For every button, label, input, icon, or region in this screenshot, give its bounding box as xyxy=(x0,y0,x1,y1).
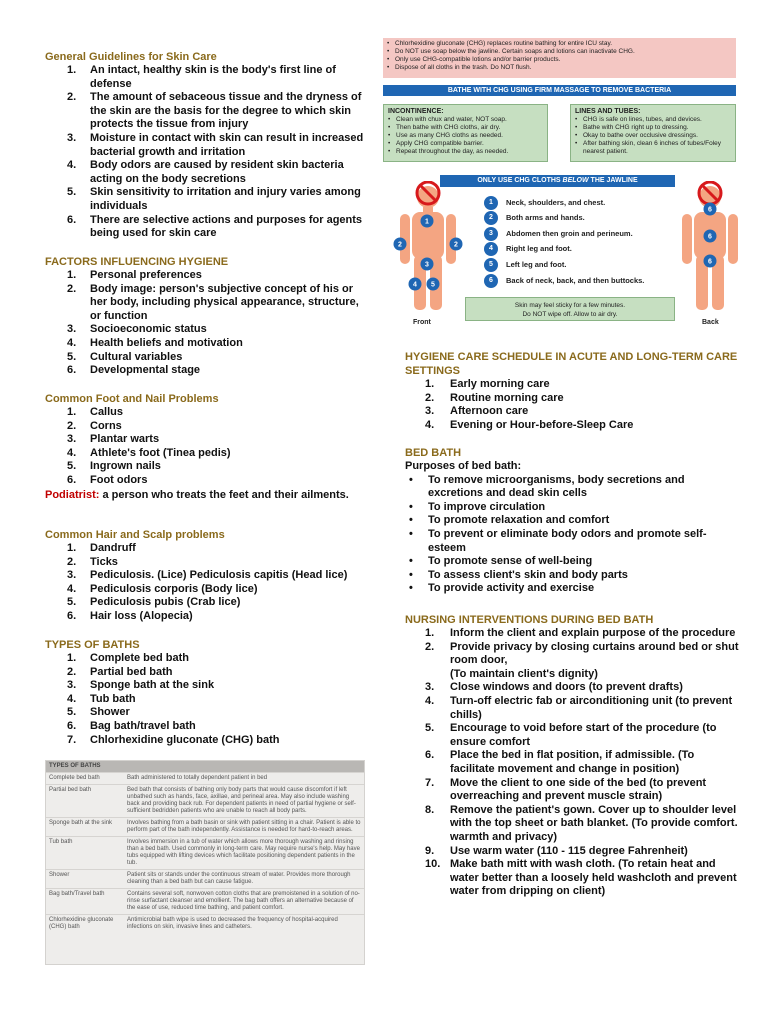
list-item-text: Ingrown nails xyxy=(90,460,161,473)
svg-text:6: 6 xyxy=(708,233,712,241)
guideline-item: • Okay to bathe over occlusive dressings. xyxy=(575,132,731,140)
list-number: 3. xyxy=(67,131,77,144)
table-title: TYPES OF BATHS xyxy=(46,761,364,772)
list-number: 5. xyxy=(67,186,77,199)
list-number: 1. xyxy=(67,64,77,76)
schedule-item xyxy=(405,392,740,406)
hair-problem-item xyxy=(45,569,365,583)
list-item-text: Callus xyxy=(90,406,124,418)
list-number: 3. xyxy=(67,679,77,692)
list-item-text: Turn-off electric fab or airconditioning unit (to prevent chills) xyxy=(450,694,733,721)
table-row xyxy=(46,869,364,888)
types-of-baths-table xyxy=(45,760,365,965)
step-number: 6 xyxy=(484,274,498,288)
bed-bath-purpose-item xyxy=(405,501,740,515)
skin-care-item xyxy=(45,91,365,132)
bath-type-item xyxy=(45,652,365,666)
foot-heading: Common Foot and Nail Problems xyxy=(45,393,219,405)
list-item-text: Health beliefs and motivation xyxy=(90,336,243,349)
svg-text:4: 4 xyxy=(413,281,417,289)
list-number: 8. xyxy=(425,803,435,816)
bath-description-cell: Patient sits or stands under the continuous stream of water. Provides more thorough cleaning than a bed bath but can cause fatigue. xyxy=(127,872,351,885)
svg-text:6: 6 xyxy=(708,206,712,214)
bath-type-cell: Sponge bath at the sink xyxy=(49,820,113,826)
bath-type-item xyxy=(45,734,365,748)
list-number: 4. xyxy=(67,159,77,172)
lines-tubes-box xyxy=(570,104,736,162)
list-item-text: Routine morning care xyxy=(450,391,564,404)
step-number: 2 xyxy=(484,211,498,225)
lines-tubes-title: LINES AND TUBES: xyxy=(575,108,641,115)
svg-text:5: 5 xyxy=(431,281,435,289)
step-text: Abdomen then groin and perineum. xyxy=(506,229,633,238)
bullet-marker: • xyxy=(409,514,413,527)
bed-bath-purpose-item xyxy=(405,569,740,583)
skin-care-item xyxy=(45,186,365,213)
list-item-text: Socioeconomic status xyxy=(90,323,207,336)
step-3 xyxy=(484,227,633,241)
list-number: 6. xyxy=(67,609,77,622)
bed-bath-section xyxy=(405,446,740,596)
list-number: 3. xyxy=(67,433,77,446)
list-number: 1. xyxy=(67,652,77,664)
chg-bathing-figure xyxy=(380,38,740,338)
bed-bath-heading: BED BATH xyxy=(405,447,462,459)
list-number: 5. xyxy=(425,722,435,735)
list-number: 4. xyxy=(425,418,435,431)
bath-type-cell: Tub bath xyxy=(49,839,73,845)
intervention-item xyxy=(405,858,740,899)
list-item-text: Foot odors xyxy=(90,473,148,486)
bath-type-item xyxy=(45,720,365,734)
list-number: 5. xyxy=(67,460,77,473)
front-label: Front xyxy=(413,319,431,326)
skin-note-line: Do NOT wipe off. Allow to air dry. xyxy=(522,311,618,318)
bath-description-cell: Involves bathing from a bath basin or sink with patient sitting in a chair. Patient is able to perform part of the bath independently. Assistance is needed for hard-to-reach areas. xyxy=(127,820,361,833)
bath-description-cell: Antimicrobial bath wipe is used to decreased the frequency of hospital-acquired infections on skin, invasive lines and catheters. xyxy=(127,917,338,930)
hair-problem-item xyxy=(45,610,365,624)
hair-heading: Common Hair and Scalp problems xyxy=(45,529,225,541)
list-item-text: Evening or Hour-before-Sleep Care xyxy=(450,418,634,431)
list-number: 6. xyxy=(67,473,77,486)
guideline-item: • Bathe with CHG right up to dressing. xyxy=(575,124,731,132)
schedule-item xyxy=(405,405,740,419)
factors-section xyxy=(45,255,365,378)
bed-bath-purpose-item xyxy=(405,555,740,569)
bath-description-cell: Contains several soft, nonwoven cotton cloths that are premoistened in a solution of no-rinse surfactant cleanser and emollient. The bag bath offers an alternative because of the ease of use, reduced time bathing, and patient comfort. xyxy=(127,891,360,911)
list-number: 2. xyxy=(67,665,77,678)
step-5 xyxy=(484,258,566,272)
baths-section xyxy=(45,638,365,747)
skin-care-item xyxy=(45,132,365,159)
list-item-text: To remove microorganisms, body secretions and excretions and dead skin cells xyxy=(428,473,685,500)
skin-care-heading: General Guidelines for Skin Care xyxy=(45,51,217,63)
bed-bath-purpose-item xyxy=(405,474,740,501)
list-item-text: Dandruff xyxy=(90,542,136,554)
warning-item: • Only use CHG-compatible lotions and/or barrier products. xyxy=(387,56,732,64)
list-item-text: To prevent or eliminate body odors and promote self-esteem xyxy=(428,527,707,554)
foot-section xyxy=(45,392,365,502)
hair-problem-item xyxy=(45,596,365,610)
bath-type-item xyxy=(45,706,365,720)
factor-item xyxy=(45,364,365,378)
bullet-marker: • xyxy=(409,555,413,568)
bath-type-cell: Bag bath/Travel bath xyxy=(49,891,105,897)
warning-item: • Chlorhexidine gluconate (CHG) replaces routine bathing for entire ICU stay. xyxy=(387,40,732,48)
bath-type-cell: Partial bed bath xyxy=(49,787,92,793)
back-body-figure xyxy=(670,181,740,326)
table-row xyxy=(46,817,364,836)
bath-type-cell: Shower xyxy=(49,872,70,878)
bath-type-cell: Chlorhexidine gluconate (CHG) bath xyxy=(49,917,114,930)
hair-problem-item xyxy=(45,556,365,570)
svg-text:2: 2 xyxy=(454,241,458,249)
svg-text:3: 3 xyxy=(425,261,429,269)
list-item-text: Encourage to void before start of the procedure (to ensure comfort xyxy=(450,722,717,748)
step-1 xyxy=(484,196,605,210)
bed-bath-purpose-item xyxy=(405,582,740,596)
podiatrist-label: Podiatrist: xyxy=(45,488,100,501)
incontinence-title: INCONTINENCE: xyxy=(388,108,444,115)
list-number: 4. xyxy=(425,694,435,707)
step-text: Back of neck, back, and then buttocks. xyxy=(506,276,645,285)
step-text: Neck, shoulders, and chest. xyxy=(506,198,606,207)
svg-text:1: 1 xyxy=(425,218,429,226)
list-number: 9. xyxy=(425,844,435,857)
list-item-text: Pediculosis pubis (Crab lice) xyxy=(90,596,241,609)
list-number: 3. xyxy=(67,323,77,336)
guideline-item: • CHG is safe on lines, tubes, and devices. xyxy=(575,116,731,124)
list-number: 3. xyxy=(425,681,435,694)
list-number: 4. xyxy=(67,692,77,705)
bath-type-item xyxy=(45,666,365,680)
list-number: 1. xyxy=(425,378,435,390)
table-row xyxy=(46,914,364,933)
foot-problem-item xyxy=(45,433,365,447)
intervention-item xyxy=(405,695,740,722)
list-number: 2. xyxy=(67,419,77,432)
svg-text:2: 2 xyxy=(398,241,402,249)
list-number: 5. xyxy=(67,350,77,363)
step-2 xyxy=(484,211,585,225)
bullet-marker: • xyxy=(409,568,413,581)
list-item-text: Moisture in contact with skin can result in increased bacterial growth and irritation xyxy=(90,131,364,158)
bullet-marker: • xyxy=(409,500,413,513)
list-item-text: Chlorhexidine gluconate (CHG) bath xyxy=(90,733,280,746)
list-number: 6. xyxy=(67,213,77,226)
list-number: 2. xyxy=(67,91,77,104)
list-item-text: Skin sensitivity to irritation and injury varies among individuals xyxy=(90,186,361,212)
skin-care-item xyxy=(45,214,365,241)
intervention-item xyxy=(405,777,740,804)
list-item-text: Shower xyxy=(90,706,130,719)
list-item-text: To promote relaxation and comfort xyxy=(428,514,610,527)
intervention-item xyxy=(405,627,740,641)
factor-item xyxy=(45,269,365,283)
list-item-text: Personal preferences xyxy=(90,269,202,281)
factor-item xyxy=(45,337,365,351)
list-item-text: To assess client's skin and body parts xyxy=(428,568,628,581)
svg-text:6: 6 xyxy=(708,258,712,266)
list-item-text: Athlete's foot (Tinea pedis) xyxy=(90,446,231,459)
list-item-text: Hair loss (Alopecia) xyxy=(90,609,193,622)
bullet-marker: • xyxy=(409,527,413,540)
warning-item: • Do NOT use soap below the jawline. Certain soaps and lotions can inactivate CHG. xyxy=(387,48,732,56)
list-item-text: To improve circulation xyxy=(428,500,546,513)
step-number: 5 xyxy=(484,258,498,272)
bullet-marker: • xyxy=(409,473,413,486)
table-row xyxy=(46,888,364,914)
list-item-text: Remove the patient's gown. Cover up to shoulder level with the top sheet or bath blanket. (To provide comfort. warmth and privacy) xyxy=(450,803,738,843)
warning-item: • Dispose of all cloths in the trash. Do NOT flush. xyxy=(387,64,732,72)
jawline-banner: ONLY USE CHG CLOTHS BELOW THE JAWLINE xyxy=(440,175,675,187)
list-item-text: There are selective actions and purposes for agents being used for skin care xyxy=(90,213,363,240)
bed-bath-purpose-item xyxy=(405,528,740,555)
list-item-text: Pediculosis corporis (Body lice) xyxy=(90,582,258,595)
podiatrist-definition xyxy=(45,489,365,503)
list-item-text: Tub bath xyxy=(90,692,136,705)
list-item-text: An intact, healthy skin is the body's first line of defense xyxy=(90,64,336,90)
list-number: 2. xyxy=(425,391,435,404)
list-item-text: Place the bed in flat position, if admissible. (To facilitate movement and change in position) xyxy=(450,749,695,775)
list-item-text: Provide privacy by closing curtains around bed or shut room door, (To maintain client's dignity) xyxy=(450,640,739,680)
foot-problem-item xyxy=(45,420,365,434)
step-number: 3 xyxy=(484,227,498,241)
step-6 xyxy=(484,274,644,288)
list-number: 2. xyxy=(425,640,435,653)
list-item-text: Ticks xyxy=(90,555,118,568)
list-item-text: To provide activity and exercise xyxy=(428,582,595,595)
list-number: 3. xyxy=(425,405,435,418)
bullet-marker: • xyxy=(409,582,413,595)
list-number: 1. xyxy=(67,269,77,281)
list-item-text: Use warm water (110 - 115 degree Fahrenheit) xyxy=(450,844,688,857)
bath-type-item xyxy=(45,679,365,693)
guideline-item: • Apply CHG compatible barrier. xyxy=(388,140,543,148)
list-number: 5. xyxy=(67,596,77,609)
chg-bathe-banner: BATHE WITH CHG USING FIRM MASSAGE TO REMOVE BACTERIA xyxy=(383,85,736,96)
list-item-text: Body odors are caused by resident skin bacteria acting on the body secretions xyxy=(90,159,344,185)
list-number: 7. xyxy=(425,776,435,789)
table-row xyxy=(46,836,364,869)
podiatrist-text: a person who treats the feet and their ailments. xyxy=(99,488,349,501)
bath-type-item xyxy=(45,693,365,707)
skin-note-box xyxy=(465,297,675,321)
intervention-item xyxy=(405,749,740,776)
list-number: 6. xyxy=(425,749,435,762)
step-number: 4 xyxy=(484,242,498,256)
hair-problem-item xyxy=(45,583,365,597)
list-item-text: Inform the client and explain purpose of the procedure xyxy=(450,627,736,639)
list-item-text: Corns xyxy=(90,419,122,432)
list-item-text: Afternoon care xyxy=(450,405,529,418)
skin-care-item xyxy=(45,64,365,91)
intervention-item xyxy=(405,641,740,682)
chg-warning-box xyxy=(383,38,736,78)
step-text: Left leg and foot. xyxy=(506,260,567,269)
list-item-text: The amount of sebaceous tissue and the dryness of the skin are the basis for the degree to which skin protects the tissue from injury xyxy=(90,91,362,131)
list-item-text: Partial bed bath xyxy=(90,665,173,678)
list-item-text: Make bath mitt with wash cloth. (To retain heat and water better than a loosely held washcloth and prevent water from dripping on client) xyxy=(450,858,737,898)
factors-heading: FACTORS INFLUENCING HYGIENE xyxy=(45,256,229,268)
skin-care-item xyxy=(45,159,365,186)
foot-problem-item xyxy=(45,474,365,488)
list-number: 1. xyxy=(67,542,77,554)
hair-section xyxy=(45,528,365,624)
step-4 xyxy=(484,242,572,256)
list-item-text: Body image: person's subjective concept of his or her body, including physical appearance, structure, or function xyxy=(90,282,359,322)
skin-note-line: Skin may feel sticky for a few minutes. xyxy=(514,302,626,309)
list-item-text: Close windows and doors (to prevent drafts) xyxy=(450,681,683,694)
hair-problem-item xyxy=(45,542,365,556)
schedule-item xyxy=(405,378,740,392)
intervention-item xyxy=(405,845,740,859)
list-item-text: Cultural variables xyxy=(90,350,183,363)
list-item-text: Sponge bath at the sink xyxy=(90,679,215,692)
list-item-text: Plantar warts xyxy=(90,433,160,446)
list-item-text: Early morning care xyxy=(450,378,550,390)
interventions-section xyxy=(405,613,740,899)
list-number: 4. xyxy=(67,336,77,349)
guideline-item: • Repeat throughout the day, as needed. xyxy=(388,148,543,156)
list-number: 4. xyxy=(67,582,77,595)
list-number: 7. xyxy=(67,733,77,746)
list-item-text: Developmental stage xyxy=(90,364,201,377)
back-label: Back xyxy=(702,319,719,326)
intervention-item xyxy=(405,722,740,749)
list-item-text: Move the client to one side of the bed (to prevent overreaching and prevent muscle strain) xyxy=(450,776,707,803)
list-item-text: Bag bath/travel bath xyxy=(90,719,196,732)
table-row xyxy=(46,772,364,784)
interventions-heading: NURSING INTERVENTIONS DURING BED BATH xyxy=(405,614,654,626)
list-item-text: Complete bed bath xyxy=(90,652,190,664)
bed-bath-purpose-item xyxy=(405,514,740,528)
step-text: Right leg and foot. xyxy=(506,244,572,253)
factor-item xyxy=(45,323,365,337)
list-number: 2. xyxy=(67,555,77,568)
list-number: 6. xyxy=(67,364,77,377)
step-text: Both arms and hands. xyxy=(506,213,585,222)
list-number: 5. xyxy=(67,706,77,719)
guideline-item: • Use as many CHG cloths as needed. xyxy=(388,132,543,140)
foot-problem-item xyxy=(45,460,365,474)
baths-heading: TYPES OF BATHS xyxy=(45,639,140,651)
step-number: 1 xyxy=(484,196,498,210)
guideline-item: • After bathing skin, clean 6 inches of tubes/Foley nearest patient. xyxy=(575,140,731,156)
list-item-text: Pediculosis. (Lice) Pediculosis capitis (Head lice) xyxy=(90,569,348,582)
list-item-text: To promote sense of well-being xyxy=(428,555,593,568)
bath-type-cell: Complete bed bath xyxy=(49,775,100,781)
list-number: 3. xyxy=(67,569,77,582)
list-number: 4. xyxy=(67,446,77,459)
schedule-item xyxy=(405,419,740,433)
list-number: 2. xyxy=(67,282,77,295)
skin-care-section xyxy=(45,50,365,241)
intervention-item xyxy=(405,804,740,845)
factor-item xyxy=(45,283,365,324)
intervention-item xyxy=(405,681,740,695)
bath-description-cell: Involves immersion in a tub of water which allows more thorough washing and rinsing than a bed bath. Used commonly in long-term care. May require nurse's help. May have tubs equipped with lifting devices which facilitate positioning dependent patients in the tub. xyxy=(127,839,360,866)
schedule-heading: HYGIENE CARE SCHEDULE IN ACUTE AND LONG-TERM CARE SETTINGS xyxy=(405,351,738,377)
list-number: 1. xyxy=(67,406,77,418)
guideline-item: • Clean with chux and water, NOT soap. xyxy=(388,116,543,124)
list-number: 1. xyxy=(425,627,435,639)
factor-item xyxy=(45,351,365,365)
list-number: 10. xyxy=(425,858,441,871)
foot-problem-item xyxy=(45,447,365,461)
foot-problem-item xyxy=(45,406,365,420)
schedule-section xyxy=(405,350,740,432)
incontinence-box xyxy=(383,104,548,162)
guideline-item: • Then bathe with CHG cloths, air dry. xyxy=(388,124,543,132)
list-number: 6. xyxy=(67,719,77,732)
bed-bath-subheading: Purposes of bed bath: xyxy=(405,460,522,472)
bath-description-cell: Bed bath that consists of bathing only body parts that would cause discomfort if left unbathed such as hands, face, axillae, and perineal area. May also include washing back and providing back rub. For dependent patients in need of partial hygiene or self-sufficient bedridden patients who are unable to reach all body parts. xyxy=(127,787,356,814)
bath-description-cell: Bath administered to totally dependent patient in bed xyxy=(127,775,268,781)
table-row xyxy=(46,784,364,817)
